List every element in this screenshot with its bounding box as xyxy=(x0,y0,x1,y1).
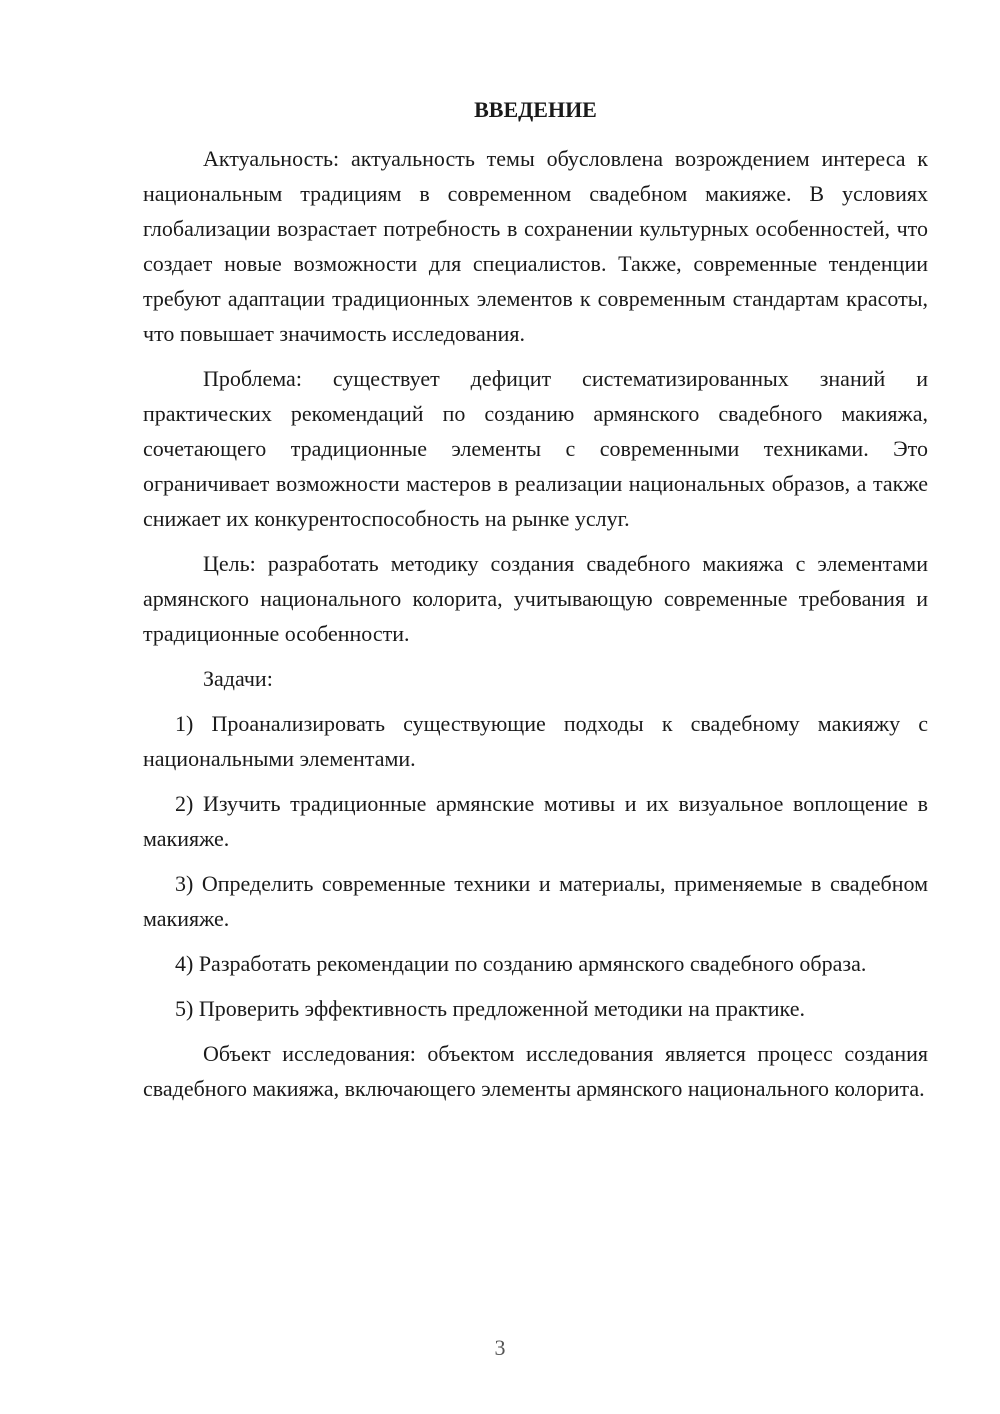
page-number: 3 xyxy=(494,1335,506,1360)
paragraph-relevance: Актуальность: актуальность темы обусловлена возрождением интереса к национальным традициям в современном свадебном макияже. В условиях глобализации возрастает потребность в сохранении культурных особенностей, что создает новые возможности для специалистов. Также, современные тенденции требуют адаптации традиционных элементов к современным стандартам красоты, что повышает значимость исследования. xyxy=(143,146,928,346)
section-title: ВВЕДЕНИЕ xyxy=(474,97,597,122)
task-item-3: 3) Определить современные техники и материалы, применяемые в свадебном макияже. xyxy=(143,871,928,931)
paragraph-tasks-heading: Задачи: xyxy=(203,666,273,691)
paragraph-goal: Цель: разработать методику создания свадебного макияжа с элементами армянского национального колорита, учитывающую современные требования и традиционные особенности. xyxy=(143,551,928,646)
task-item-2: 2) Изучить традиционные армянские мотивы и их визуальное воплощение в макияже. xyxy=(143,791,928,851)
task-item-5: 5) Проверить эффективность предложенной методики на практике. xyxy=(175,996,805,1021)
paragraph-object: Объект исследования: объектом исследования является процесс создания свадебного макияжа, включающего элементы армянского национального колорита. xyxy=(143,1041,928,1101)
task-item-1: 1) Проанализировать существующие подходы к свадебному макияжу с национальными элементами. xyxy=(143,711,928,771)
task-item-4: 4) Разработать рекомендации по созданию армянского свадебного образа. xyxy=(175,951,867,976)
paragraph-problem: Проблема: существует дефицит систематизированных знаний и практических рекомендаций по созданию армянского свадебного макияжа, сочетающего традиционные элементы с современными техниками. Это ограничивает возможности мастеров в реализации национальных образов, а также снижает их конкурентоспособность на рынке услуг. xyxy=(143,366,928,531)
document-page xyxy=(143,92,928,1116)
